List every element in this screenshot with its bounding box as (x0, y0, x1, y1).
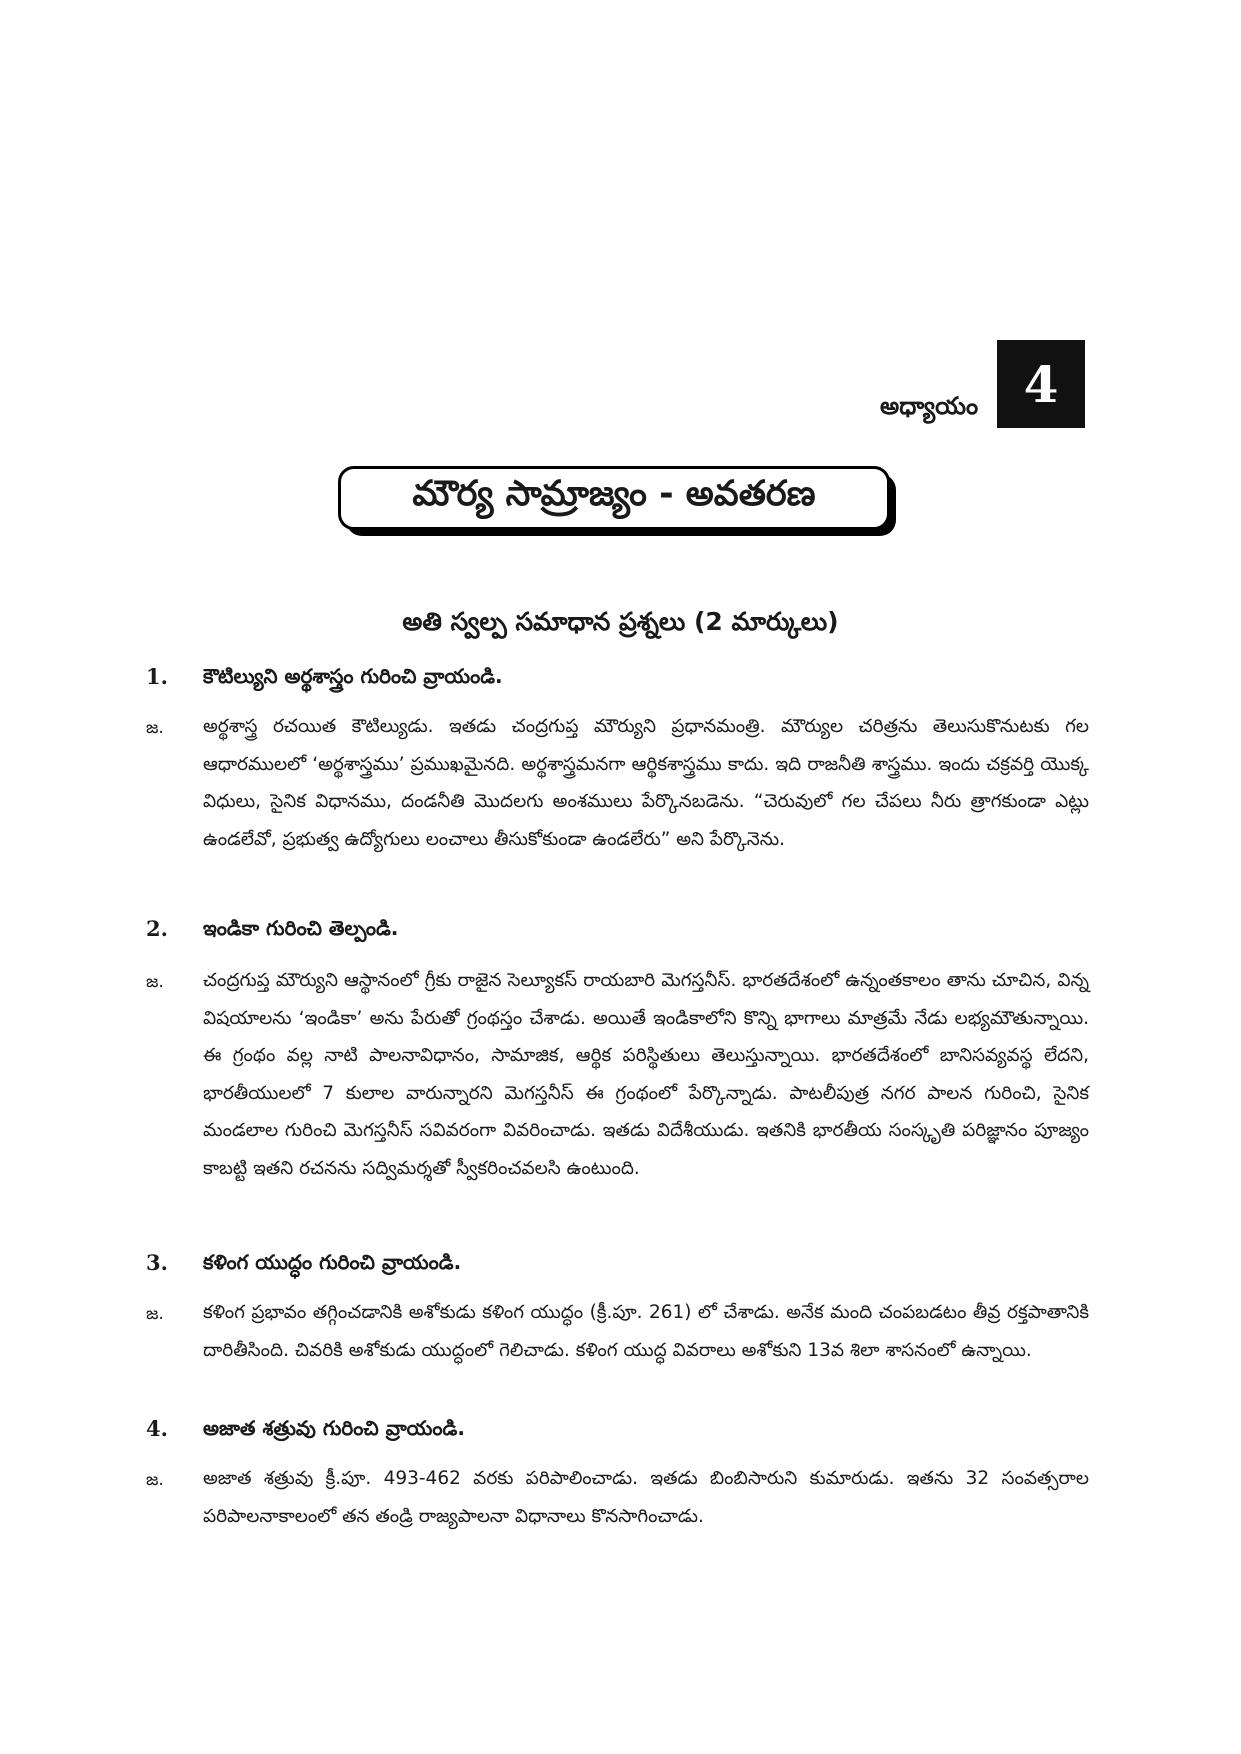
question-number: 2. (146, 916, 168, 941)
question-text: కౌటిల్యుని అర్థశాస్త్రం గురించి వ్రాయండి. (203, 664, 503, 688)
answer-marker: జ. (146, 1304, 164, 1324)
question-text: కళింగ యుద్ధం గురించి వ్రాయండి. (203, 1250, 462, 1274)
answer-text: కళింగ ప్రభావం తగ్గించడానికి అశోకుడు కళింగ యుద్ధం (క్రీ.పూ. 261) లో చేశాడు. అనేక మంది చంపబడటం తీవ్ర రక్తపాతానికి దారితీసింది. చివరికి అశోకుడు యుద్ధంలో గెలిచాడు. కళింగ యుద్ధ వివరాలు అశోకుని 13వ శిలా శాసనంలో ఉన్నాయి. (203, 1302, 1089, 1361)
answer-text: అర్థశాస్త్ర రచయిత కౌటిల్యుడు. ఇతడు చంద్రగుప్త మౌర్యుని ప్రధానమంత్రి. మౌర్యుల చరిత్రను తెలుసుకొనుటకు గల ఆధారములలో ‘అర్థశాస్త్రము’ ప్రముఖమైనది. అర్థశాస్త్రమనగా ఆర్థికశాస్త్రము కాదు. ఇది రాజనీతి శాస్త్రము. ఇందు చక్రవర్తి యొక్క విధులు, సైనిక విధానము, దండనీతి మొదలగు అంశములు పేర్కొనబడెను. “చెరువులో గల చేపలు నీరు త్రాగకుండా ఎట్లు ఉండలేవో, ప్రభుత్వ ఉద్యోగులు లంచాలు తీసుకోకుండా ఉండలేరు” అని పేర్కొనెను. (203, 716, 1089, 850)
chapter-title-frame (338, 466, 894, 534)
answer-marker: జ. (146, 972, 164, 992)
chapter-number: 4 (997, 340, 1085, 428)
chapter-label: అధ్యాయం (880, 392, 979, 420)
question-number: 4. (146, 1416, 168, 1441)
answer-text: అజాత శత్రువు క్రీ.పూ. 493-462 వరకు పరిపాలించాడు. ఇతడు బింబిసారుని కుమారుడు. ఇతను 32 సంవత్సరాల పరిపాలనాకాలంలో తన తండ్రి రాజ్యపాలనా విధానాలు కొనసాగించాడు. (203, 1468, 1089, 1527)
question-text: అజాత శత్రువు గురించి వ్రాయండి. (203, 1416, 465, 1440)
section-heading: అతి స్వల్ప సమాధాన ప్రశ్నలు (2 మార్కులు) (402, 607, 839, 636)
answer-marker: జ. (146, 718, 164, 738)
question-number: 3. (146, 1250, 168, 1275)
question-number: 1. (146, 664, 168, 689)
question-text: ఇండికా గురించి తెల్పండి. (203, 916, 399, 940)
chapter-title: మౌర్య సామ్రాజ్యం - అవతరణ (338, 466, 890, 530)
answer-marker: జ. (146, 1470, 164, 1490)
chapter-header (880, 340, 1085, 428)
answer-text: చంద్రగుప్త మౌర్యుని ఆస్థానంలో గ్రీకు రాజైన సెల్యూకస్ రాయబారి మెగస్తనీస్. భారతదేశంలో ఉన్నంతకాలం తాను చూచిన, విన్న విషయాలను ‘ఇండికా’ అను పేరుతో గ్రంథస్తం చేశాడు. అయితే ఇండికాలోని కొన్ని భాగాలు మాత్రమే నేడు లభ్యమౌతున్నాయి. ఈ గ్రంథం వల్ల నాటి పాలనావిధానం, సామాజిక, ఆర్థిక పరిస్థితులు తెలుస్తున్నాయి. భారతదేశంలో బానిసవ్యవస్థ లేదని, భారతీయులలో 7 కులాల వారున్నారని మెగస్తనీస్ ఈ గ్రంథంలో పేర్కొన్నాడు. పాటలీపుత్ర నగర పాలన గురించి, సైనిక మండలాల గురించి మెగస్తనీస్ సవివరంగా వివరించాడు. ఇతడు విదేశీయుడు. ఇతనికి భారతీయ సంస్కృతి పరిజ్ఞానం పూజ్యం కాబట్టి ఇతని రచనను సద్విమర్శతో స్వీకరించవలసి ఉంటుంది. (203, 970, 1089, 1179)
